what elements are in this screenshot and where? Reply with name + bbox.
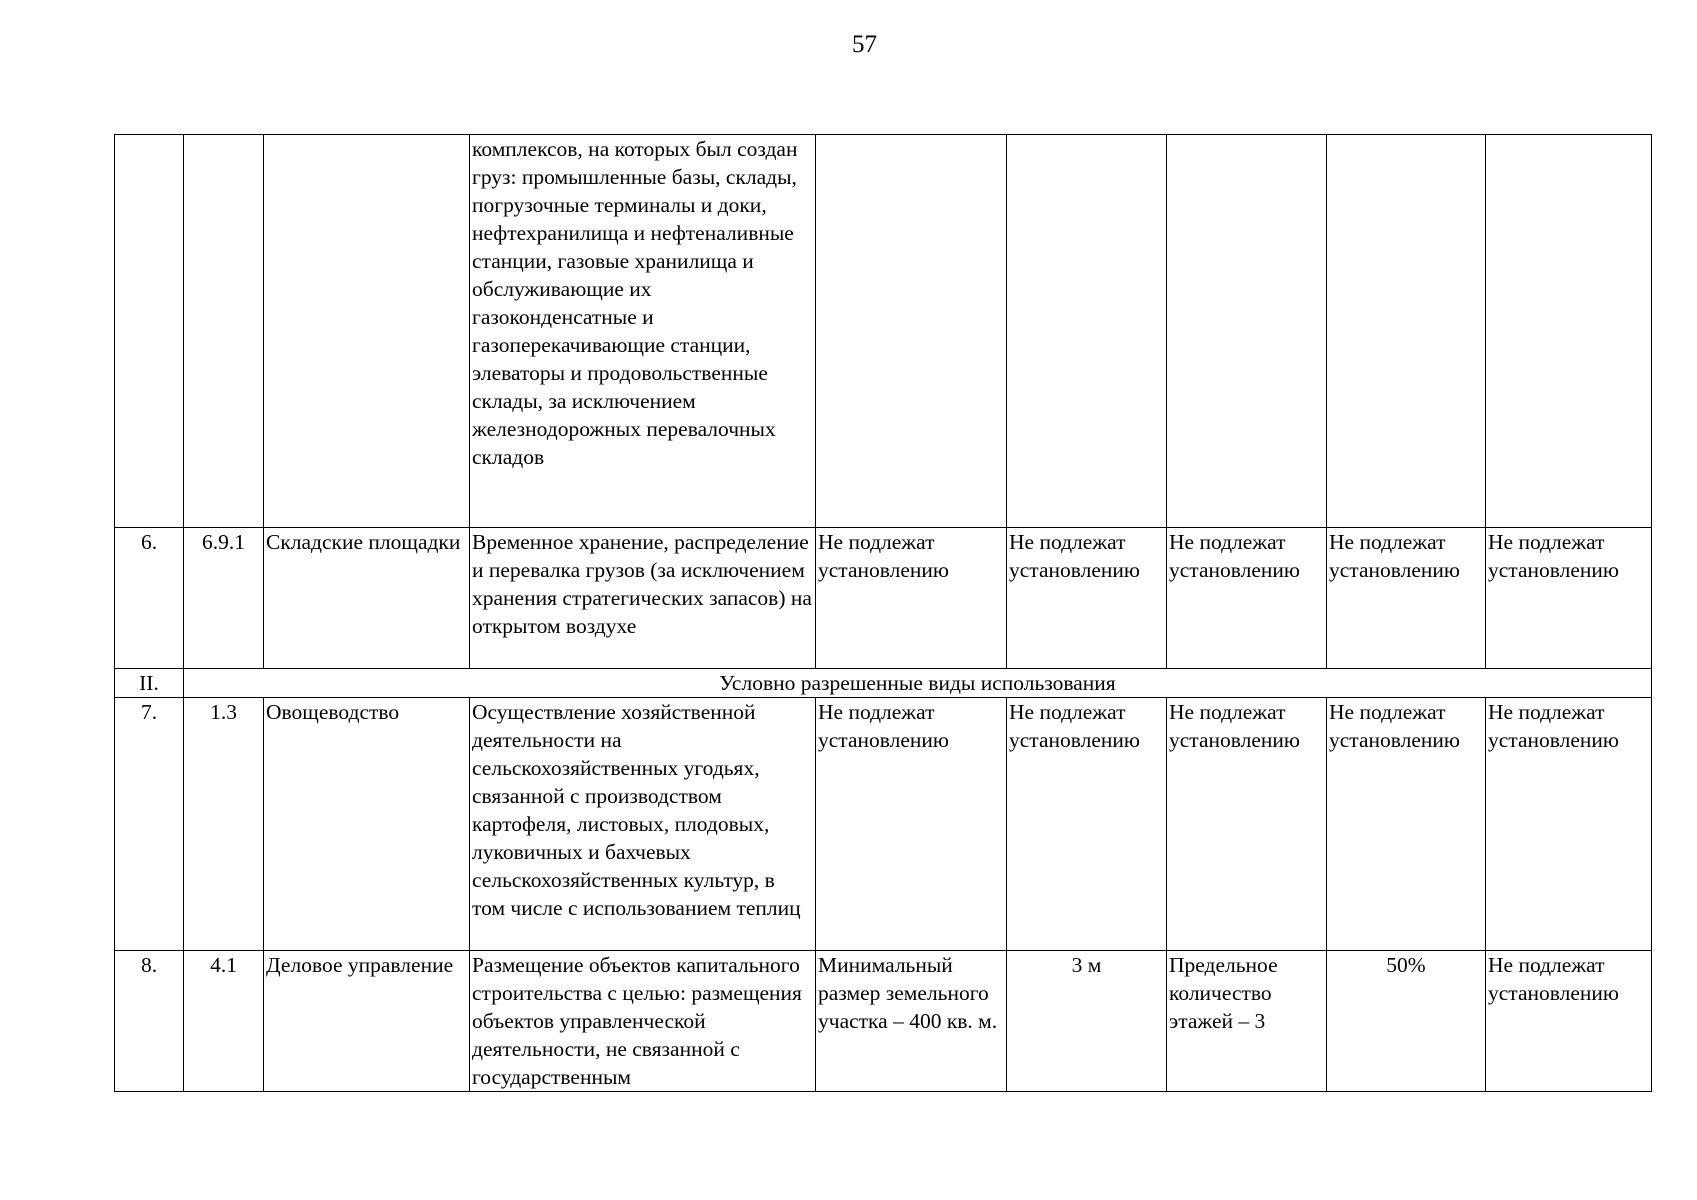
param-cell: Не подлежат установлению (1486, 698, 1652, 951)
description-cell: Размещение объектов капитального строительства с целью: размещения объектов управленческой деятельности, не связанной с государственным (470, 951, 816, 1092)
row-number-cell: 6. (115, 528, 184, 669)
param-cell: Не подлежат установлению (1007, 698, 1167, 951)
section-title: Условно разрешенные виды использования (184, 669, 1652, 698)
param-cell: Не подлежат установлению (816, 698, 1007, 951)
param-cell: Не подлежат установлению (1327, 698, 1486, 951)
section-row (115, 669, 1652, 698)
param-cell: Не подлежат установлению (1167, 528, 1327, 669)
param-cell (816, 135, 1007, 528)
table-row (115, 951, 1652, 1092)
name-cell (264, 135, 470, 528)
land-use-regulations-table (114, 134, 1652, 1092)
description-cell: Временное хранение, распределение и перевалка грузов (за исключением хранения стратегических запасов) на открытом воздухе (470, 528, 816, 669)
code-cell: 6.9.1 (184, 528, 264, 669)
param-cell: Не подлежат установлению (1167, 698, 1327, 951)
table-row (115, 698, 1652, 951)
param-cell: Минимальный размер земельного участка – 400 кв. м. (816, 951, 1007, 1092)
description-cell: комплексов, на которых был создан груз: промышленные базы, склады, погрузочные терминалы и доки, нефтехранилища и нефтеналивные станции, газовые хранилища и обслуживающие их газоконденсатные и газоперекачивающие станции, элеваторы и продовольственные склады, за исключением железнодорожных перевалочных складов (470, 135, 816, 528)
code-cell: 1.3 (184, 698, 264, 951)
name-cell: Складские площадки (264, 528, 470, 669)
param-cell: Не подлежат установлению (816, 528, 1007, 669)
param-cell: 50% (1327, 951, 1486, 1092)
page-number: 57 (852, 31, 877, 58)
param-cell: Не подлежат установлению (1007, 528, 1167, 669)
name-cell: Деловое управление (264, 951, 470, 1092)
name-cell: Овощеводство (264, 698, 470, 951)
param-cell (1486, 135, 1652, 528)
param-cell: Не подлежат установлению (1486, 951, 1652, 1092)
description-cell: Осуществление хозяйственной деятельности на сельскохозяйственных угодьях, связанной с производством картофеля, листовых, плодовых, луковичных и бахчевых сельскохозяйственных культур, в том числе с использованием теплиц (470, 698, 816, 951)
row-number-cell (115, 135, 184, 528)
param-cell: Не подлежат установлению (1327, 528, 1486, 669)
param-cell (1167, 135, 1327, 528)
param-cell (1327, 135, 1486, 528)
code-cell: 4.1 (184, 951, 264, 1092)
code-cell (184, 135, 264, 528)
param-cell: Не подлежат установлению (1486, 528, 1652, 669)
row-number-cell: 7. (115, 698, 184, 951)
param-cell: Предельное количество этажей – 3 (1167, 951, 1327, 1092)
section-number-cell: II. (115, 669, 184, 698)
row-number-cell: 8. (115, 951, 184, 1092)
param-cell: 3 м (1007, 951, 1167, 1092)
param-cell (1007, 135, 1167, 528)
table-row (115, 135, 1652, 528)
table-row (115, 528, 1652, 669)
